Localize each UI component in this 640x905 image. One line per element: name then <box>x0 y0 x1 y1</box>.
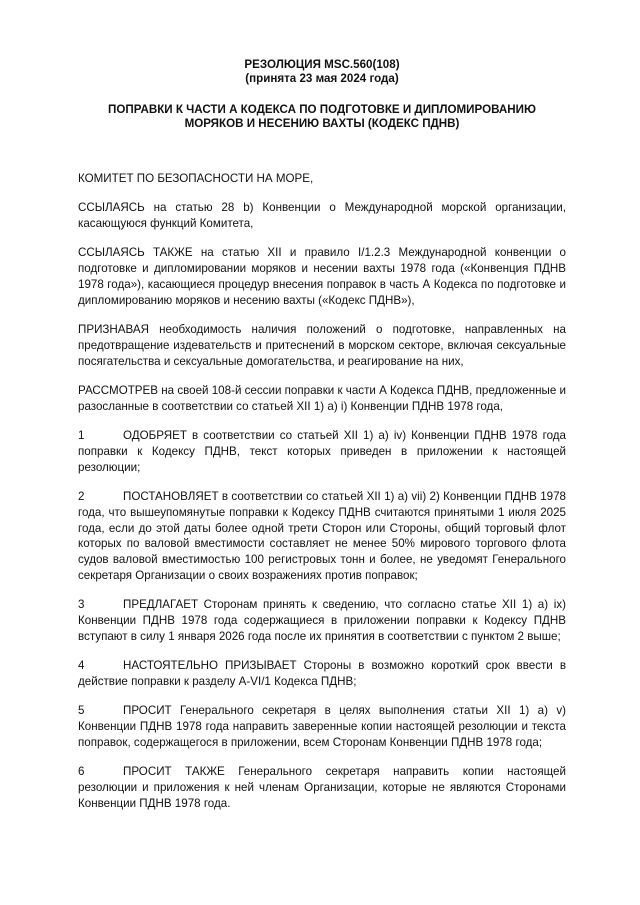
keyword: РАССМОТРЕВ <box>78 383 159 397</box>
preamble-paragraph-considered <box>78 383 566 415</box>
paragraph-number: 2 <box>78 489 85 503</box>
keyword: ОДОБРЯЕТ <box>123 429 187 443</box>
operative-paragraph-1 <box>78 428 566 475</box>
paragraph-number: 6 <box>78 765 85 779</box>
preamble-paragraph-recalling <box>78 200 566 232</box>
operative-paragraph-6 <box>78 764 566 811</box>
paragraph-text: Генерального секретаря в целях выполнения статьи XII 1) a) v) Конвенции ПДНВ 1978 года направить заверенные копии настоящей резолюции и текста поправок, содержащегося в приложении, всем Сторонам Конвенции ПДНВ 1978 года; <box>78 704 566 749</box>
operative-paragraph-4 <box>78 658 566 690</box>
paragraph-text: на статью XII и правило I/1.2.3 Международной конвенции о подготовке и дипломировании моряков и несении вахты 1978 года («Конвенция ПДНВ 1978 года»), касающиеся процедур внесения поправок в часть А Кодекса по подготовке и дипломированию моряков и несению вахты («Кодекс ПДНВ»), <box>78 246 566 307</box>
document-page <box>78 58 566 812</box>
preamble-paragraph-recognizing <box>78 322 566 369</box>
paragraph-text: в соответствии со статьей XII 1) a) iv) Конвенции ПДНВ 1978 года поправки к Кодексу ПДНВ, текст которых приведен в приложении к настоящей резолюции; <box>78 429 566 474</box>
adoption-date: (принята 23 мая 2024 года) <box>245 72 399 85</box>
preamble-paragraph-recalling-further <box>78 245 566 308</box>
paragraph-text: на статью 28 b) Конвенции о Международной морской организации, касающуюся функций Комитета, <box>78 201 566 231</box>
paragraph-text: в соответствии со статьей XII 1) a) vii) 2) Конвенции ПДНВ 1978 года, что вышеупомянутые поправки к Кодексу ПДНВ считаются принятыми 1 июля 2025 года, если до этой даты более одной трети Сторон или Стороны, общий торговый флот которых по валовой вместимости составляет не менее 50% мирового торгового флота судов валовой вместимостью 100 регистровых тонн и более, не уведомят Генерального секретаря Организации о своих возражениях против поправок; <box>78 489 566 582</box>
committee-heading: КОМИТЕТ ПО БЕЗОПАСНОСТИ НА МОРЕ, <box>78 172 314 185</box>
operative-paragraph-5 <box>78 703 566 750</box>
keyword: ПРОСИТ ТАКЖЕ <box>123 765 225 779</box>
keyword: ССЫЛАЯСЬ ТАКЖЕ <box>78 246 193 260</box>
keyword: ПРОСИТ <box>123 704 172 718</box>
paragraph-text: на своей 108-й сессии поправки к части А Кодекса ПДНВ, предложенные и разосланные в соответствии со статьей XII 1) a) i) Конвенции ПДНВ 1978 года, <box>78 383 566 413</box>
resolution-number: РЕЗОЛЮЦИЯ MSC.560(108) <box>244 58 400 71</box>
operative-paragraph-2 <box>78 489 566 584</box>
operative-paragraph-3 <box>78 597 566 644</box>
paragraph-text: необходимость наличия положений о подготовке, направленных на предотвращение издевательств и притеснений в морском секторе, включая сексуальные посягательства и сексуальные домогательства, и реагирование на них, <box>78 323 566 368</box>
resolution-title <box>78 58 566 86</box>
keyword: ПРЕДЛАГАЕТ <box>123 598 199 612</box>
subject-line-1: ПОПРАВКИ К ЧАСТИ А КОДЕКСА ПО ПОДГОТОВКЕ И ДИПЛОМИРОВАНИЮ <box>108 103 536 116</box>
keyword: НАСТОЯТЕЛЬНО ПРИЗЫВАЕТ <box>123 659 297 673</box>
paragraph-text: Генерального секретаря направить копии настоящей резолюции и приложения к ней членам Организации, которые не являются Сторонами Конвенции ПДНВ 1978 года. <box>78 765 566 810</box>
subject-line-2: МОРЯКОВ И НЕСЕНИЮ ВАХТЫ (КОДЕКС ПДНВ) <box>184 117 460 130</box>
resolution-subject <box>78 103 566 131</box>
paragraph-text: Сторонам принять к сведению, что согласно статье XII 1) a) ix) Конвенции ПДНВ 1978 года содержащиеся в приложении поправки к Кодексу ПДНВ вступают в силу 1 января 2026 года после их принятия в соответствии с пунктом 2 выше; <box>78 598 566 643</box>
paragraph-text: Стороны в возможно короткий срок ввести в действие поправки к разделу A-VI/1 Кодекса ПДНВ; <box>78 659 566 688</box>
keyword: ПОСТАНОВЛЯЕТ <box>123 489 219 503</box>
paragraph-number: 1 <box>78 429 85 443</box>
keyword: ПРИЗНАВАЯ <box>78 323 149 337</box>
keyword: ССЫЛАЯСЬ <box>78 201 145 215</box>
paragraph-number: 4 <box>78 659 85 673</box>
paragraph-number: 3 <box>78 598 85 612</box>
paragraph-number: 5 <box>78 704 85 718</box>
